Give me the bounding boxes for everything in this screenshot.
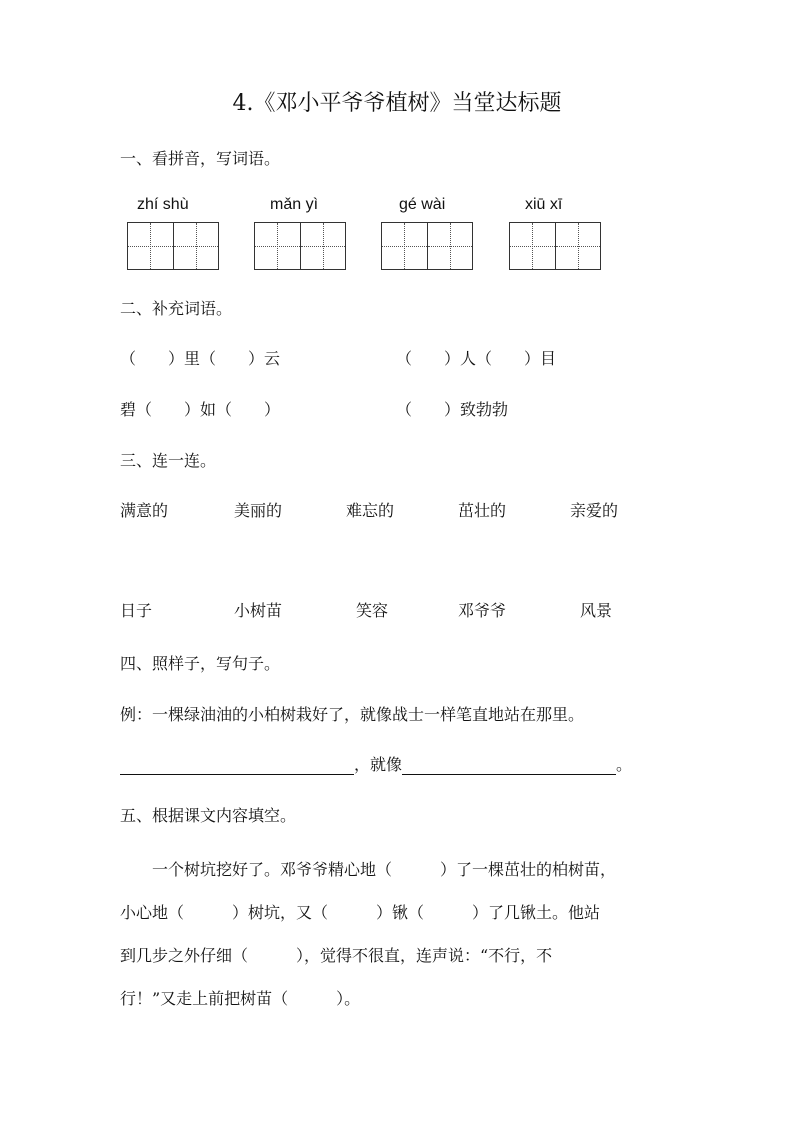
page-title: 4.《邓小平爷爷植树》当堂达标题 bbox=[232, 91, 562, 116]
fill-line-2[interactable]: 小心地（ ）树坑，又（ ）锹（ ）了几锹土。他站 bbox=[120, 903, 601, 922]
pinyin-3: gé wài bbox=[399, 196, 446, 213]
match-bottom-3[interactable]: 笑容 bbox=[356, 601, 389, 620]
match-top-2[interactable]: 美丽的 bbox=[234, 501, 283, 520]
fill-line-1[interactable]: 一个树坑挖好了。邓爷爷精心地（ ）了一棵茁壮的柏树苗， bbox=[152, 860, 617, 879]
match-bottom-4[interactable]: 邓爷爷 bbox=[458, 601, 507, 620]
section-1-heading: 一、看拼音，写词语。 bbox=[120, 149, 281, 168]
match-bottom-2[interactable]: 小树苗 bbox=[234, 601, 283, 620]
answer-blank-2[interactable] bbox=[402, 758, 616, 775]
idiom-4[interactable]: （ ）致勃勃 bbox=[396, 400, 509, 419]
idiom-1[interactable]: （ ）里（ ）云 bbox=[120, 349, 281, 368]
sentence-end: 。 bbox=[616, 755, 633, 774]
match-bottom-5[interactable]: 风景 bbox=[580, 601, 613, 620]
match-top-4[interactable]: 茁壮的 bbox=[458, 501, 507, 520]
section-3-heading: 三、连一连。 bbox=[120, 451, 217, 470]
sentence-middle: ，就像 bbox=[354, 755, 403, 774]
fill-line-4[interactable]: 行！”又走上前把树苗（ ）。 bbox=[120, 989, 361, 1008]
match-top-1[interactable]: 满意的 bbox=[120, 501, 169, 520]
section-5-heading: 五、根据课文内容填空。 bbox=[120, 806, 297, 825]
answer-blank-1[interactable] bbox=[120, 758, 354, 775]
sentence-answer-line[interactable] bbox=[120, 752, 632, 775]
pinyin-4: xiū xī bbox=[525, 196, 563, 213]
section-2-heading: 二、补充词语。 bbox=[120, 299, 233, 318]
match-top-5[interactable]: 亲爱的 bbox=[570, 501, 619, 520]
section-4-heading: 四、照样子，写句子。 bbox=[120, 654, 281, 673]
idiom-3[interactable]: 碧（ ）如（ ） bbox=[120, 400, 281, 419]
pinyin-1: zhí shù bbox=[137, 196, 189, 213]
example-sentence: 例：一棵绿油油的小柏树栽好了，就像战士一样笔直地站在那里。 bbox=[120, 705, 585, 724]
idiom-2[interactable]: （ ）人（ ）目 bbox=[396, 349, 557, 368]
writing-grid-4[interactable] bbox=[509, 222, 601, 270]
writing-grid-2[interactable] bbox=[254, 222, 346, 270]
fill-line-3[interactable]: 到几步之外仔细（ ），觉得不很直，连声说：“不行，不 bbox=[120, 946, 553, 965]
pinyin-2: mǎn yì bbox=[270, 196, 319, 213]
match-bottom-1[interactable]: 日子 bbox=[120, 601, 153, 620]
writing-grid-3[interactable] bbox=[381, 222, 473, 270]
match-top-3[interactable]: 难忘的 bbox=[346, 501, 395, 520]
writing-grid-1[interactable] bbox=[127, 222, 219, 270]
